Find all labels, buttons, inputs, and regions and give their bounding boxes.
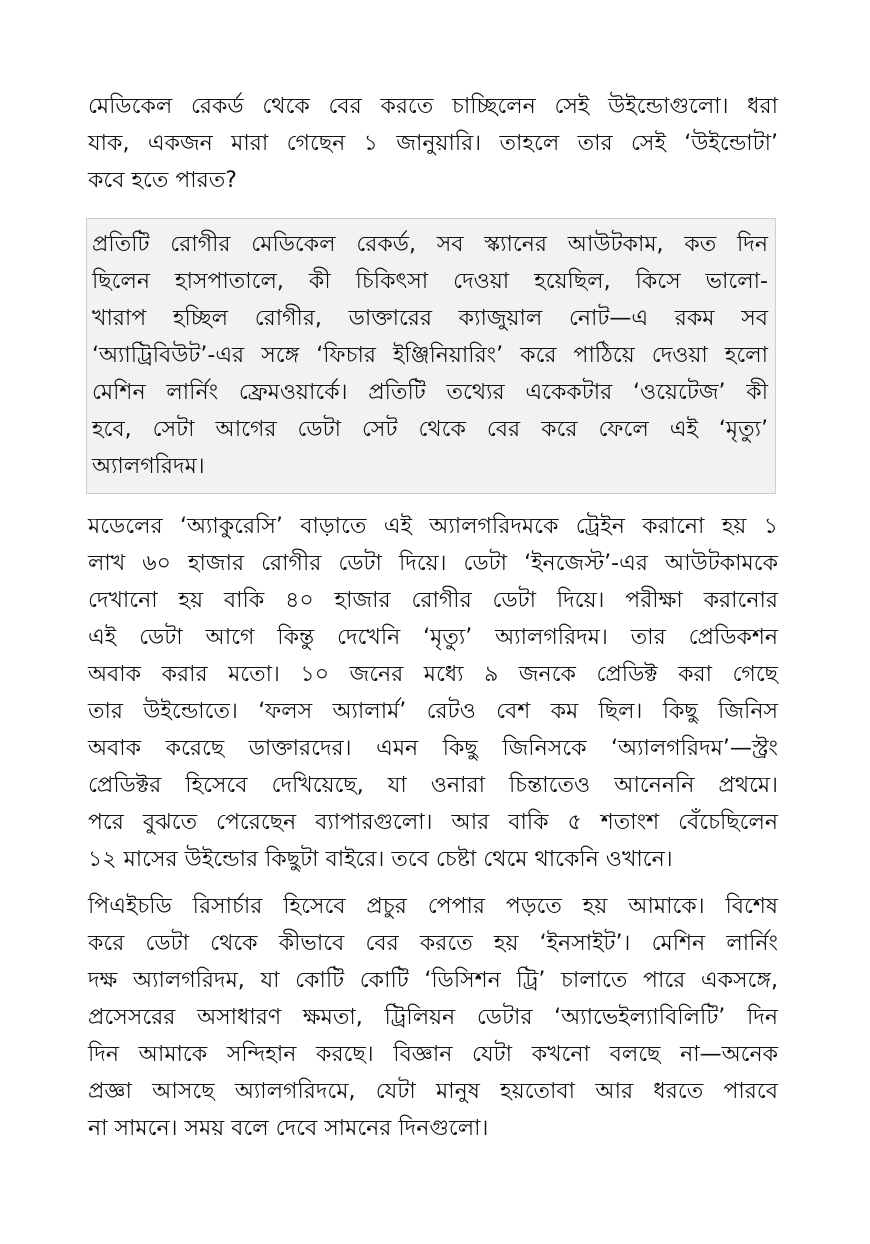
text-line: মডেলের ‘অ্যাকুরেসি’ বাড়াতে এই অ্যালগরিদমকে ট্রেইন করানো হয় ১ [88,514,778,539]
text-line: লাখ ৬০ হাজার রোগীর ডেটা দিয়ে। ডেটা ‘ইনজেস্ট’-এর আউটকামকে [88,551,778,576]
text-line: অবাক করার মতো। ১০ জনের মধ্যে ৯ জনকে প্রেডিক্ট করা গেছে [88,662,778,687]
text-line: ১২ মাসের উইন্ডোর কিছুটা বাইরে। তবে চেষ্টা থেমে থাকেনি ওখানে। [88,847,673,872]
text-line: কবে হতে পারত? [88,168,237,193]
text-line: অ্যালগরিদম। [92,454,205,479]
text-line: তার উইন্ডোতে। ‘ফলস অ্যালার্ম’ রেটও বেশ কম ছিল। কিছু জিনিস [88,699,778,724]
text-line: দেখানো হয় বাকি ৪০ হাজার রোগীর ডেটা দিয়ে। পরীক্ষা করানোর [88,588,778,613]
text-line: পরে বুঝতে পেরেছেন ব্যাপারগুলো। আর বাকি ৫ শতাংশ বেঁচেছিলেন [88,810,778,835]
text-line: যাক, একজন মারা গেছেন ১ জানুয়ারি। তাহলে তার সেই ‘উইন্ডোটা’ [88,131,778,156]
text-line: প্রেডিক্টর হিসেবে দেখিয়েছে, যা ওনারা চিন্তাতেও আনেননি প্রথমে। [88,773,778,798]
text-line: পিএইচডি রিসার্চার হিসেবে প্রচুর পেপার পড়তে হয় আমাকে। বিশেষ [88,894,778,919]
text-line: মেডিকেল রেকর্ড থেকে বের করতে চাচ্ছিলেন সেই উইন্ডোগুলো। ধরা [88,94,778,119]
paragraph-model [88,508,778,878]
text-line: হবে, সেটা আগের ডেটা সেট থেকে বের করে ফেলে এই ‘মৃত্যু’ [92,417,768,442]
text-line: অবাক করেছে ডাক্তারদের। এমন কিছু জিনিসকে ‘অ্যালগরিদম’—স্ট্রং [88,736,778,761]
text-line: খারাপ হচ্ছিল রোগীর, ডাক্তারের ক্যাজুয়াল নোট—এ রকম সব [92,306,768,331]
text-line: করে ডেটা থেকে কীভাবে বের করতে হয় ‘ইনসাইট’। মেশিন লার্নিং [88,931,778,956]
text-line: দক্ষ অ্যালগরিদম, যা কোটি কোটি ‘ডিসিশন ট্রি’ চালাতে পারে একসঙ্গে, [88,968,778,993]
paragraph-intro [88,88,778,199]
text-line: প্রজ্ঞা আসছে অ্যালগরিদমে, যেটা মানুষ হয়তোবা আর ধরতে পারবে [88,1079,778,1104]
text-line: প্রসেসরের অসাধারণ ক্ষমতা, ট্রিলিয়ন ডেটার ‘অ্যাভেইল্যাবিলিটি’ দিন [88,1005,778,1030]
text-line: প্রতিটি রোগীর মেডিকেল রেকর্ড, সব স্ক্যানের আউটকাম, কত দিন [92,232,768,257]
text-line: মেশিন লার্নিং ফ্রেমওয়ার্কে। প্রতিটি তথ্যের একেকটার ‘ওয়েটেজ’ কী [92,380,768,405]
text-line: ছিলেন হাসপাতালে, কী চিকিৎসা দেওয়া হয়েছিল, কিসে ভালো- [92,269,768,294]
text-line: না সামনে। সময় বলে দেবে সামনের দিনগুলো। [88,1116,489,1141]
text-line: এই ডেটা আগে কিন্তু দেখেনি ‘মৃত্যু’ অ্যালগরিদম। তার প্রেডিকশন [88,625,778,650]
text-line: দিন আমাকে সন্দিহান করছে। বিজ্ঞান যেটা কখনো বলছে না—অনেক [88,1042,778,1067]
paragraph-highlight [92,226,768,485]
paragraph-research [88,888,778,1147]
text-line: ‘অ্যাট্রিবিউট’-এর সঙ্গে ‘ফিচার ইঞ্জিনিয়ারিং’ করে পাঠিয়ে দেওয়া হলো [92,343,768,368]
